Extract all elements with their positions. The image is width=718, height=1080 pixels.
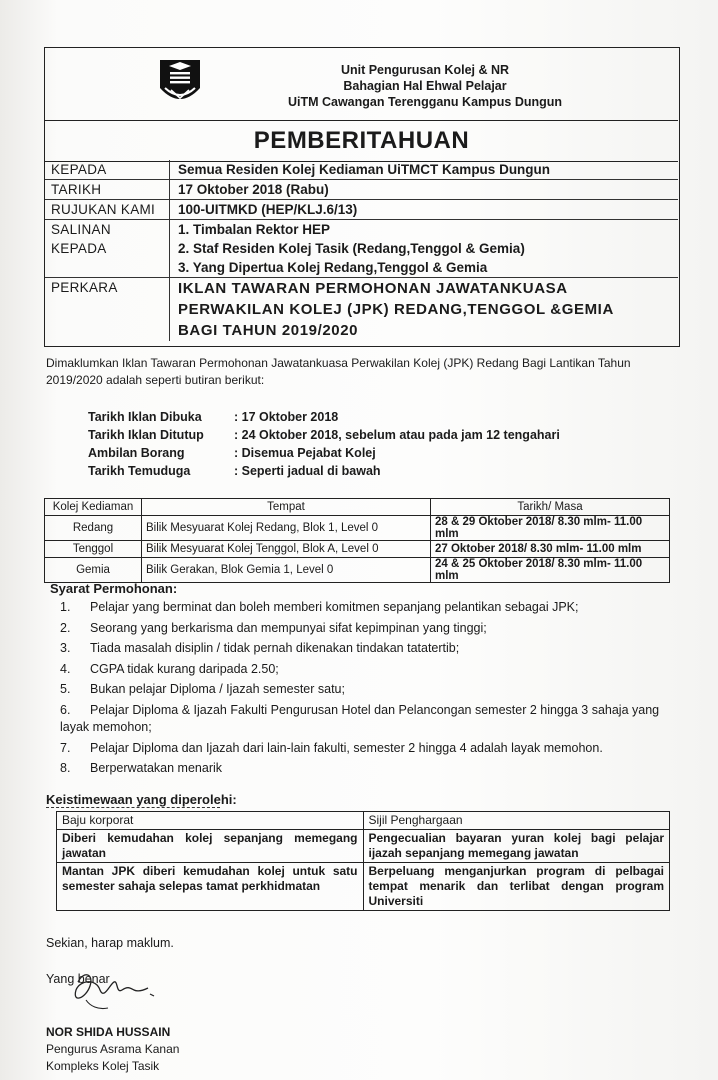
item-number: 6. <box>60 702 71 717</box>
intro-paragraph <box>46 355 686 389</box>
cell-tarikh: 28 & 29 Oktober 2018/ 8.30 mlm- 11.00 mlm <box>431 516 670 541</box>
item-number: 8. <box>60 761 71 775</box>
uitm-logo <box>157 58 203 108</box>
signer-name: NOR SHIDA HUSSAIN <box>46 1025 171 1039</box>
cell-tarikh: 27 Oktober 2018/ 8.30 mlm- 11.00 mlm <box>431 541 670 558</box>
date-label: Ambilan Borang <box>88 446 185 460</box>
keistimewaan-heading: Keistimewaan yang diperolehi: <box>46 792 237 807</box>
item-number: 7. <box>60 740 71 755</box>
row-perkara <box>45 278 678 341</box>
intro-line-1: Dimaklumkan Iklan Tawaran Permohonan Jawatankuasa Perwakilan Kolej (JPK) Redang Bagi Lantikan Tahun <box>46 356 631 370</box>
cell-berpeluang: Berpeluang menganjurkan program di pelbagai tempat menarik dan terlibat dengan program Universiti <box>363 863 670 911</box>
row-rujukan <box>45 200 678 220</box>
item-text: layak memohon; <box>60 720 152 734</box>
date-label: Tarikh Iklan Ditutup <box>88 428 204 442</box>
table-row <box>57 863 670 911</box>
date-value: : Seperti jadual di bawah <box>234 464 381 478</box>
schedule-table <box>44 498 670 583</box>
table-row <box>57 830 670 863</box>
date-value: : 17 Oktober 2018 <box>234 410 339 424</box>
date-label: Tarikh Temuduga <box>88 464 191 478</box>
perkara-line-3: BAGI TAHUN 2019/2020 <box>178 322 359 339</box>
col-header-tarikh: Tarikh/ Masa <box>431 499 670 516</box>
date-row <box>88 444 560 462</box>
perkara-line-1: IKLAN TAWARAN PERMOHONAN JAWATANKUASA <box>178 280 568 297</box>
item-number: 2. <box>60 620 71 635</box>
signature-image <box>50 960 160 1020</box>
value-salinan <box>170 220 678 277</box>
table-row <box>45 516 670 541</box>
item-text: Bukan pelajar Diploma / Ijazah semester satu; <box>90 682 345 696</box>
table-row <box>57 812 670 830</box>
item-text: CGPA tidak kurang daripada 2.50; <box>90 661 279 676</box>
dates-list <box>88 408 560 480</box>
list-item <box>60 679 680 700</box>
item-number: 4. <box>60 661 71 676</box>
signer-block <box>46 1024 179 1075</box>
page-title: PEMBERITAHUAN <box>45 120 678 162</box>
list-item-continuation <box>46 717 680 738</box>
signer-unit: Kompleks Kolej Tasik <box>46 1059 160 1073</box>
date-label: Tarikh Iklan Dibuka <box>88 410 202 424</box>
signer-role: Pengurus Asrama Kanan <box>46 1042 180 1056</box>
item-text: Pelajar yang berminat dan boleh memberi komitmen sepanjang pelantikan sebagai JPK; <box>90 600 579 614</box>
heading-underline <box>46 807 220 808</box>
label-perkara: PERKARA <box>45 278 170 341</box>
col-header-tempat: Tempat <box>142 499 431 516</box>
cell-tempat: Bilik Gerakan, Blok Gemia 1, Level 0 <box>142 558 431 583</box>
salinan-item-3: 3. Yang Dipertua Kolej Redang,Tenggol & Gemia <box>178 260 488 275</box>
value-rujukan: 100-UITMKD (HEP/KLJ.6/13) <box>178 202 358 217</box>
salinan-item-1: 1. Timbalan Rektor HEP <box>178 222 331 237</box>
yang-benar-text: Yang benar <box>46 972 110 986</box>
list-item <box>60 758 680 779</box>
label-tarikh: TARIKH <box>45 180 170 199</box>
header-text <box>215 62 635 110</box>
date-row <box>88 408 560 426</box>
list-item <box>60 597 680 618</box>
cell-kemudahan: Diberi kemudahan kolej sepanjang memegang jawatan <box>57 830 364 863</box>
list-item <box>60 738 680 759</box>
salinan-item-2: 2. Staf Residen Kolej Tasik (Redang,Tenggol & Gemia) <box>178 241 525 256</box>
perkara-line-2: PERWAKILAN KOLEJ (JPK) REDANG,TENGGOL &GEMIA <box>178 301 614 318</box>
item-text: Seorang yang berkarisma dan mempunyai sifat kepimpinan yang tinggi; <box>90 620 487 635</box>
item-number: 5. <box>60 682 71 696</box>
closing-text: Sekian, harap maklum. <box>46 936 174 950</box>
row-salinan <box>45 220 678 278</box>
table-header-row <box>45 499 670 516</box>
table-row <box>45 541 670 558</box>
cell-kolej: Tenggol <box>45 541 142 558</box>
value-tarikh: 17 Oktober 2018 (Rabu) <box>178 182 329 197</box>
keistimewaan-table <box>56 811 670 911</box>
value-kepada: Semua Residen Kolej Kediaman UiTMCT Kampus Dungun <box>178 162 551 177</box>
date-value: : 24 Oktober 2018, sebelum atau pada jam 12 tengahari <box>234 428 560 442</box>
item-text: Pelajar Diploma & Ijazah Fakulti Pengurusan Hotel dan Pelancongan semester 2 hingga 3 sahaja yang <box>90 702 660 717</box>
cell-baju: Baju korporat <box>57 812 364 830</box>
label-salinan-2: KEPADA <box>51 241 107 256</box>
date-row <box>88 426 560 444</box>
item-number: 1. <box>60 600 71 614</box>
row-tarikh <box>45 180 678 200</box>
item-text: Berperwatakan menarik <box>90 761 223 775</box>
list-item <box>60 618 680 639</box>
intro-line-2: 2019/2020 adalah seperti butiran berikut: <box>46 373 265 387</box>
label-salinan-1: SALINAN <box>51 222 111 237</box>
cell-tempat: Bilik Mesyuarat Kolej Tenggol, Blok A, Level 0 <box>142 541 431 558</box>
header-line-1: Unit Pengurusan Kolej & NR <box>340 63 510 77</box>
info-table <box>45 160 678 341</box>
list-item <box>60 638 680 659</box>
table-row <box>45 558 670 583</box>
header-line-3: UiTM Cawangan Terengganu Kampus Dungun <box>287 95 563 109</box>
date-value: : Disemua Pejabat Kolej <box>234 446 376 460</box>
item-text: Pelajar Diploma dan Ijazah dari lain-lain fakulti, semester 2 hingga 4 adalah layak memohon. <box>90 740 603 755</box>
cell-tarikh: 24 & 25 Oktober 2018/ 8.30 mlm- 11.00 mlm <box>431 558 670 583</box>
cell-pengecualian: Pengecualian bayaran yuran kolej bagi pelajar ijazah sepanjang memegang jawatan <box>363 830 670 863</box>
row-kepada <box>45 160 678 180</box>
col-header-kolej: Kolej Kediaman <box>45 499 142 516</box>
cell-sijil: Sijil Penghargaan <box>363 812 670 830</box>
syarat-heading: Syarat Permohonan: <box>50 581 178 596</box>
cell-kolej: Gemia <box>45 558 142 583</box>
label-salinan <box>45 220 170 277</box>
cell-kolej: Redang <box>45 516 142 541</box>
cell-mantan: Mantan JPK diberi kemudahan kolej untuk satu semester sahaja selepas tamat perkhidmatan <box>57 863 364 911</box>
syarat-list <box>60 597 680 779</box>
header-box <box>44 47 680 347</box>
list-item <box>60 659 680 680</box>
label-kepada: KEPADA <box>45 160 170 179</box>
date-row <box>88 462 560 480</box>
item-number: 3. <box>60 641 71 655</box>
label-rujukan: RUJUKAN KAMI <box>45 200 170 219</box>
item-text: Tiada masalah disiplin / tidak pernah dikenakan tindakan tatatertib; <box>90 641 460 655</box>
cell-tempat: Bilik Mesyuarat Kolej Redang, Blok 1, Level 0 <box>142 516 431 541</box>
value-perkara <box>170 278 678 341</box>
header-line-2: Bahagian Hal Ehwal Pelajar <box>343 79 507 93</box>
